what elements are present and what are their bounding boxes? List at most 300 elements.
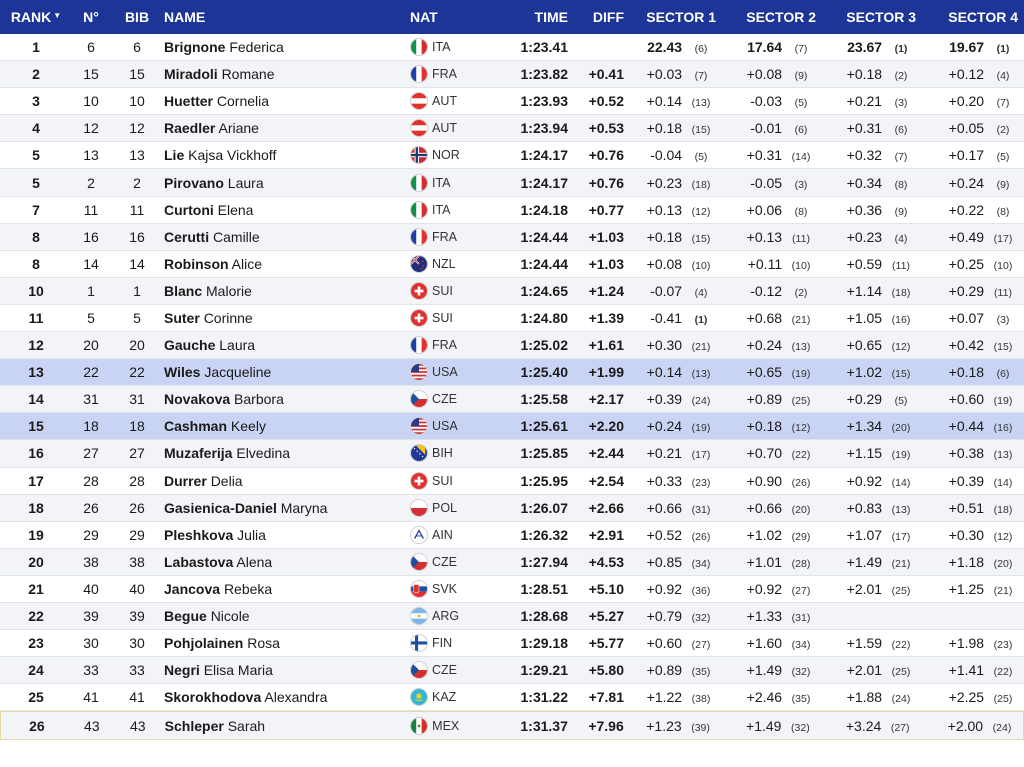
sector-cell [823, 718, 923, 734]
sector-rank: (12) [691, 205, 711, 218]
sector-rank: (12) [993, 530, 1013, 543]
athlete-name[interactable] [164, 527, 410, 543]
table-row[interactable] [0, 495, 1024, 522]
table-row[interactable] [0, 522, 1024, 549]
sector-rank: (35) [791, 693, 811, 706]
table-row[interactable] [0, 115, 1024, 142]
table-row[interactable] [0, 468, 1024, 495]
rank-cell: 2 [32, 66, 40, 83]
bib-cell: 14 [129, 255, 145, 272]
table-row[interactable] [0, 169, 1024, 196]
athlete-name[interactable] [164, 391, 410, 407]
sector-time: +0.30 [646, 337, 683, 354]
sector-rank: (18) [691, 178, 711, 191]
nation-cell [410, 580, 506, 598]
sector-time: +0.59 [846, 255, 883, 272]
rank-cell: 18 [28, 499, 44, 516]
nation-cell [410, 336, 506, 354]
athlete-name[interactable] [164, 635, 410, 651]
diff-cell: +0.53 [588, 120, 624, 137]
athlete-last-name: Labastova [164, 553, 234, 570]
time-column-header[interactable]: TIME [534, 9, 568, 25]
athlete-name[interactable] [164, 662, 410, 678]
sector-time: +0.34 [846, 174, 883, 191]
nation-cell [410, 119, 506, 137]
sector-cell [824, 391, 924, 407]
sector-cell [924, 175, 1024, 191]
sector-cell [724, 120, 824, 136]
nation-code: CZE [432, 392, 457, 407]
bib-cell: 29 [129, 526, 145, 543]
time-cell: 1:24.44 [520, 228, 568, 245]
sector-cell [924, 500, 1024, 516]
nation-code: NOR [432, 148, 460, 163]
time-cell: 1:23.93 [520, 93, 568, 110]
athlete-name[interactable] [164, 445, 410, 461]
athlete-name[interactable] [164, 310, 410, 326]
sector-rank: (29) [791, 530, 811, 543]
nation-code: USA [432, 419, 458, 434]
athlete-first-name: Rosa [247, 635, 280, 652]
sector-cell [824, 364, 924, 380]
diff-cell: +0.76 [588, 147, 624, 164]
rank-cell: 10 [28, 282, 44, 299]
nation-code: USA [432, 365, 458, 380]
sector-rank: (32) [691, 612, 711, 625]
athlete-last-name: Curtoni [164, 201, 214, 218]
diff-cell: +2.20 [588, 418, 624, 435]
sector-time: +0.18 [746, 418, 783, 435]
athlete-name[interactable] [164, 147, 410, 163]
time-cell: 1:28.51 [520, 580, 568, 597]
rank-cell: 26 [29, 717, 45, 734]
sector-rank: (19) [791, 368, 811, 381]
diff-cell: +0.41 [588, 66, 624, 83]
sector-cell [624, 39, 724, 55]
table-row[interactable] [0, 630, 1024, 657]
sector-cell [724, 364, 824, 380]
nation-cell [410, 607, 506, 625]
sector-rank: (25) [791, 395, 811, 408]
athlete-first-name: Federica [229, 39, 284, 56]
sector-cell [924, 337, 1024, 353]
athlete-last-name: Suter [164, 309, 200, 326]
no-cell: 6 [87, 39, 95, 56]
sector-time: +0.92 [746, 580, 783, 597]
sector-rank: (27) [890, 721, 910, 734]
sector-cell [924, 473, 1024, 489]
sector-cell [624, 418, 724, 434]
athlete-name[interactable] [164, 202, 410, 218]
diff-cell: +0.52 [588, 93, 624, 110]
sector-rank: (15) [691, 232, 711, 245]
sector-time: +0.08 [646, 255, 683, 272]
sector-rank: (21) [791, 313, 811, 326]
sector-time: +2.01 [846, 580, 883, 597]
sector-cell [724, 608, 824, 624]
sector-cell [624, 120, 724, 136]
table-row[interactable] [0, 278, 1024, 305]
sector-cell [624, 554, 724, 570]
sector-time: 17.64 [747, 39, 783, 56]
nation-code: AUT [432, 94, 457, 109]
rank-cell: 13 [28, 364, 44, 381]
nor-flag-icon [410, 146, 428, 164]
sector-rank: (10) [691, 259, 711, 272]
svk-flag-icon [410, 580, 428, 598]
athlete-name[interactable] [164, 581, 410, 597]
sector-rank: (9) [794, 70, 808, 83]
sector-rank: (15) [891, 368, 911, 381]
athlete-first-name: Kajsa Vickhoff [188, 147, 277, 164]
nation-cell [410, 65, 506, 83]
table-row[interactable] [0, 684, 1024, 711]
no-cell: 18 [83, 418, 99, 435]
nation-code: ITA [432, 40, 451, 55]
sector-cell [924, 93, 1024, 109]
athlete-last-name: Blanc [164, 282, 203, 299]
athlete-name[interactable] [164, 608, 410, 624]
athlete-name[interactable] [164, 175, 410, 191]
sector1-column-header[interactable]: SECTOR 1 [646, 9, 716, 25]
bib-cell: 22 [129, 364, 145, 381]
bib-cell: 18 [129, 418, 145, 435]
sector-time: +0.39 [948, 472, 985, 489]
time-cell: 1:28.68 [520, 608, 568, 625]
sector-cell [824, 500, 924, 516]
sector-rank: (7) [694, 70, 708, 83]
sector-time: +0.13 [646, 201, 683, 218]
sector-rank: (11) [792, 232, 810, 245]
sector-rank: (10) [993, 259, 1013, 272]
sector-cell [724, 500, 824, 516]
sector-rank: (9) [894, 205, 908, 218]
arg-flag-icon [410, 607, 428, 625]
sector-time: +1.88 [846, 689, 883, 706]
athlete-first-name: Barbora [234, 391, 284, 408]
sui-flag-icon [410, 472, 428, 490]
rank-cell: 5 [32, 147, 40, 164]
athlete-first-name: Nicole [210, 608, 250, 625]
sector-time: -0.03 [750, 93, 783, 110]
bib-column-header[interactable]: BIB [124, 9, 150, 25]
table-row[interactable] [0, 549, 1024, 576]
sector-time: +0.14 [646, 364, 683, 381]
nation-code: SUI [432, 473, 453, 488]
no-cell: 41 [83, 689, 99, 706]
table-row[interactable] [0, 305, 1024, 332]
sector-rank: (7) [894, 151, 908, 164]
athlete-last-name: Lie [164, 147, 185, 164]
sector-time: 19.67 [949, 39, 985, 56]
nation-cell [410, 661, 506, 679]
sector-rank: (27) [791, 584, 811, 597]
sector-cell [724, 527, 824, 543]
nation-cell [410, 526, 506, 544]
table-row[interactable] [0, 34, 1024, 61]
sector-rank: (6) [996, 368, 1010, 381]
time-cell: 1:25.85 [520, 445, 568, 462]
sector-rank: (28) [791, 557, 811, 570]
rank-column-header[interactable] [0, 0, 72, 34]
no-cell: 40 [83, 580, 99, 597]
table-row[interactable] [0, 603, 1024, 630]
sui-flag-icon [410, 282, 428, 300]
athlete-name[interactable] [164, 364, 410, 380]
bib-cell: 30 [129, 635, 145, 652]
sector-time: +1.25 [948, 580, 985, 597]
sector-cell [624, 581, 724, 597]
sector-time: +0.21 [646, 445, 683, 462]
sector-cell [824, 581, 924, 597]
athlete-name[interactable] [164, 337, 410, 353]
sector-rank: (15) [993, 341, 1013, 354]
fra-flag-icon [410, 65, 428, 83]
sector-cell [924, 445, 1024, 461]
sector-time: +0.24 [646, 418, 683, 435]
table-row[interactable] [0, 61, 1024, 88]
sector-time: +1.59 [846, 635, 883, 652]
sector-cell [924, 418, 1024, 434]
name-column-header[interactable]: NAME [164, 9, 206, 25]
sector-time: +0.12 [948, 66, 985, 83]
sector-cell [724, 229, 824, 245]
sector-rank: (17) [891, 530, 911, 543]
bib-cell: 26 [129, 499, 145, 516]
athlete-last-name: Gasienica-Daniel [164, 499, 277, 516]
rank-cell: 15 [28, 418, 44, 435]
diff-cell: +2.66 [588, 499, 624, 516]
athlete-last-name: Raedler [164, 120, 216, 137]
sector-rank: (7) [996, 97, 1010, 110]
rank-cell: 12 [28, 337, 44, 354]
bib-cell: 5 [133, 309, 141, 326]
sector-rank: (16) [993, 422, 1013, 435]
nation-code: CZE [432, 554, 457, 569]
sector-cell [624, 175, 724, 191]
ita-flag-icon [410, 201, 428, 219]
sector-cell [724, 554, 824, 570]
pol-flag-icon [410, 499, 428, 517]
sector-time: +0.30 [948, 526, 985, 543]
sector-rank: (32) [791, 721, 810, 734]
athlete-name[interactable] [164, 283, 410, 299]
sector-cell [924, 635, 1024, 651]
rank-cell: 20 [28, 553, 44, 570]
sector-time: +1.14 [846, 282, 883, 299]
sector-time: +0.90 [746, 472, 783, 489]
sector-rank: (4) [694, 286, 708, 299]
sector-rank: (24) [891, 693, 911, 706]
table-row[interactable] [0, 413, 1024, 440]
sector3-column-header[interactable]: SECTOR 3 [846, 9, 916, 25]
sector-rank: (17) [993, 232, 1013, 245]
diff-column-header[interactable]: DIFF [592, 9, 624, 25]
athlete-name[interactable] [164, 120, 410, 136]
sector-cell [824, 147, 924, 163]
sector-time: +0.29 [948, 282, 985, 299]
sector-time: +1.02 [746, 526, 783, 543]
sector-time: +0.24 [746, 337, 783, 354]
sector-cell [624, 391, 724, 407]
sector-rank: (14) [891, 476, 911, 489]
athlete-name[interactable] [164, 473, 410, 489]
sector-rank: (19) [891, 449, 911, 462]
athlete-name[interactable] [164, 689, 410, 705]
diff-cell: +2.17 [588, 391, 624, 408]
bib-cell: 31 [129, 391, 145, 408]
athlete-name[interactable] [164, 256, 410, 272]
sector2-column-header[interactable]: SECTOR 2 [746, 9, 816, 25]
table-row[interactable] [0, 657, 1024, 684]
sector-rank: (17) [691, 449, 711, 462]
no-cell: 10 [83, 93, 99, 110]
sector-time: +2.01 [846, 662, 883, 679]
table-row[interactable] [0, 711, 1024, 740]
sector-time: +1.02 [846, 364, 883, 381]
nation-cell [410, 634, 506, 652]
athlete-name[interactable] [164, 93, 410, 109]
time-cell: 1:23.82 [520, 66, 568, 83]
athlete-name[interactable] [164, 554, 410, 570]
athlete-name[interactable] [164, 39, 410, 55]
sector-time: +0.20 [948, 93, 985, 110]
sector-rank: (10) [791, 259, 811, 272]
sector-time: +0.33 [646, 472, 683, 489]
sector-cell [824, 608, 924, 624]
sector-rank: (13) [691, 97, 711, 110]
nation-cell [410, 201, 506, 219]
time-cell: 1:25.58 [520, 391, 568, 408]
athlete-last-name: Brignone [164, 39, 226, 56]
sector-cell [624, 147, 724, 163]
sector-time: +2.00 [947, 717, 984, 734]
table-row[interactable] [0, 197, 1024, 224]
table-row[interactable] [0, 576, 1024, 603]
table-row[interactable] [0, 359, 1024, 386]
sector-time: +0.17 [948, 147, 985, 164]
athlete-name[interactable] [164, 229, 410, 245]
sector-time: -0.04 [650, 147, 683, 164]
sector-rank: (39) [691, 721, 710, 734]
athlete-name[interactable] [165, 718, 411, 734]
sector-time: -0.07 [650, 282, 683, 299]
sector-cell [724, 337, 824, 353]
sector-time: 23.67 [847, 39, 883, 56]
no-cell: 31 [83, 391, 99, 408]
sector-cell [824, 256, 924, 272]
cze-flag-icon [410, 553, 428, 571]
sector-cell [724, 256, 824, 272]
sector-time: +0.66 [646, 499, 683, 516]
table-row[interactable] [0, 332, 1024, 359]
athlete-name[interactable] [164, 418, 410, 434]
sector-time: +0.14 [646, 93, 683, 110]
nation-cell [410, 38, 506, 56]
time-cell: 1:24.17 [520, 174, 568, 191]
sector-time: +0.13 [746, 228, 783, 245]
table-row[interactable] [0, 440, 1024, 467]
sector-cell [724, 310, 824, 326]
nation-cell [410, 472, 506, 490]
rank-cell: 7 [32, 201, 40, 218]
nation-cell [410, 717, 506, 735]
sector-cell [824, 310, 924, 326]
nation-cell [410, 444, 506, 462]
diff-cell: +2.44 [588, 445, 624, 462]
usa-flag-icon [410, 417, 428, 435]
table-row[interactable] [0, 251, 1024, 278]
sector-time: +0.06 [746, 201, 783, 218]
sector-cell [624, 689, 724, 705]
table-row[interactable] [0, 224, 1024, 251]
sector-cell [824, 554, 924, 570]
sector-cell [724, 93, 824, 109]
sector-time: +0.68 [746, 309, 783, 326]
sector4-column-header[interactable]: SECTOR 4 [948, 9, 1018, 25]
sector-cell [624, 635, 724, 651]
sector-cell [924, 391, 1024, 407]
table-row[interactable] [0, 88, 1024, 115]
ain-flag-icon [410, 526, 428, 544]
no-cell: 13 [83, 147, 99, 164]
sector-cell [624, 608, 724, 624]
rank-cell: 11 [28, 309, 44, 326]
sector-cell [824, 283, 924, 299]
bib-cell: 20 [129, 337, 145, 354]
athlete-name[interactable] [164, 500, 410, 516]
no-column-header[interactable]: N° [83, 9, 99, 25]
nation-code: FIN [432, 636, 453, 651]
no-cell: 26 [83, 499, 99, 516]
sector-rank: (6) [694, 43, 708, 56]
time-cell: 1:24.18 [520, 201, 568, 218]
athlete-first-name: Laura [227, 174, 264, 191]
sector-cell [924, 364, 1024, 380]
table-body [0, 34, 1024, 740]
sector-cell [824, 635, 924, 651]
nation-cell [410, 309, 506, 327]
diff-cell: +7.96 [588, 717, 624, 734]
sector-time: +0.05 [948, 120, 985, 137]
cze-flag-icon [410, 661, 428, 679]
ita-flag-icon [410, 38, 428, 56]
sector-rank: (13) [691, 368, 711, 381]
sector-cell [624, 93, 724, 109]
sector-cell [724, 445, 824, 461]
table-row[interactable] [0, 142, 1024, 169]
aut-flag-icon [410, 119, 428, 137]
athlete-first-name: Sarah [227, 717, 266, 734]
sector-time: +1.34 [846, 418, 883, 435]
sector-rank: (2) [996, 124, 1010, 137]
rank-cell: 17 [28, 472, 44, 489]
sector-cell [924, 527, 1024, 543]
sector-cell [924, 229, 1024, 245]
no-cell: 2 [87, 174, 95, 191]
table-row[interactable] [0, 386, 1024, 413]
rank-cell: 24 [28, 662, 44, 679]
athlete-name[interactable] [164, 66, 410, 82]
nat-column-header[interactable]: NAT [410, 9, 438, 25]
sector-cell [624, 364, 724, 380]
sector-time: +1.98 [948, 635, 985, 652]
athlete-first-name: Jacqueline [204, 364, 272, 381]
sector-rank: (18) [891, 286, 911, 299]
sector-time: +0.49 [948, 228, 985, 245]
athlete-last-name: Huetter [164, 93, 214, 110]
rank-cell: 25 [28, 689, 44, 706]
